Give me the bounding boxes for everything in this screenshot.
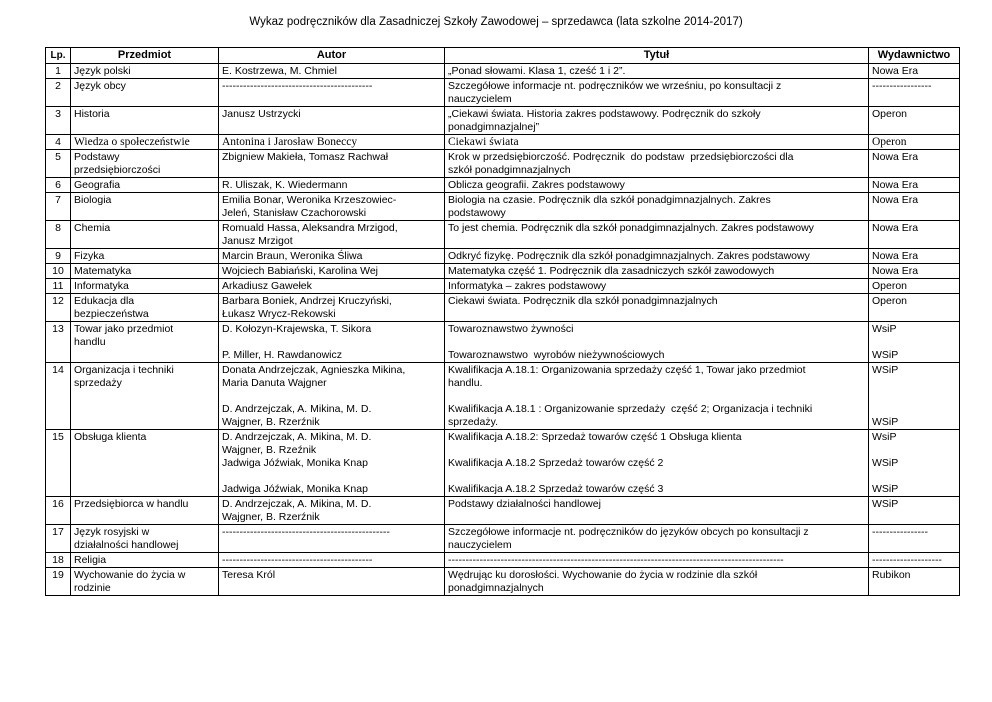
cell-line: handlu. [448,377,483,389]
cell-line: Kwalifikacja A.18.2: Sprzedaż towarów część 1 Obsługa klienta [448,431,742,443]
cell-line: Biologia na czasie. Podręcznik dla szkół ponadgimnazjalnych. Zakres [448,194,771,206]
header-title: Tytuł [445,48,869,64]
cell-lp: 1 [46,64,71,79]
document-title: Wykaz podręczników dla Zasadniczej Szkoły Zawodowej – sprzedawca (lata szkolne 2014-2017) [249,16,743,28]
cell-author [219,178,445,193]
cell-author [219,249,445,264]
cell-line: Ciekawi świata [448,136,519,148]
cell-line [872,336,956,349]
cell-line: Marcin Braun, Weronika Śliwa [222,250,363,262]
cell-line: Język polski [74,65,131,77]
cell-line: Zbigniew Makieła, Tomasz Rachwał [222,151,389,163]
cell-line: WSiP [872,349,899,361]
cell-line: sprzedaży. [448,416,498,428]
cell-line: przedsiębiorczości [74,164,161,176]
cell-line: WSiP [872,498,899,510]
cell-line: -------------------- [872,554,942,566]
cell-author [219,135,445,150]
cell-line: Nowa Era [872,250,919,262]
table-row [46,64,960,79]
table-row [46,107,960,135]
cell-line: Wajgner, B. Rzeźnik [222,444,317,456]
cell-title [445,525,869,553]
table-row [46,264,960,279]
cell-line: Emilia Bonar, Weronika Krzeszowiec- [222,194,397,206]
cell-line: D. Andrzejczak, A. Mikina, M. D. [222,498,372,510]
table-row [46,430,960,497]
table-row [46,568,960,596]
cell-author [219,553,445,568]
table-row [46,294,960,322]
cell-line: WSiP [872,483,899,495]
cell-subject [71,430,219,497]
cell-line: D. Andrzejczak, A. Mikina, M. D. [222,403,372,415]
cell-subject [71,221,219,249]
cell-publisher [869,430,960,497]
cell-publisher [869,322,960,363]
cell-lp: 19 [46,568,71,596]
cell-line: Jadwiga Jóźwiak, Monika Knap [222,483,368,495]
cell-line [222,336,441,349]
table-row [46,79,960,107]
cell-line: ponadgimnazjalnych [448,582,544,594]
cell-publisher [869,150,960,178]
cell-title [445,64,869,79]
cell-line: ------------------------------------------- [222,80,373,92]
cell-line: P. Miller, H. Rawdanowicz [222,349,343,361]
cell-author [219,322,445,363]
cell-line: Wędrując ku dorosłości. Wychowanie do życia w rodzinie dla szkół [448,569,758,581]
table-row [46,193,960,221]
cell-lp: 4 [46,135,71,150]
cell-line: WsiP [872,431,897,443]
cell-publisher [869,294,960,322]
cell-line: bezpieczeństwa [74,308,149,320]
cell-line: Operon [872,280,908,292]
cell-line: Rubikon [872,569,911,581]
table-row [46,497,960,525]
cell-line [448,444,865,457]
cell-publisher [869,193,960,221]
textbook-table [45,47,960,596]
cell-line [872,444,956,457]
cell-subject [71,79,219,107]
cell-subject [71,249,219,264]
cell-subject [71,64,219,79]
cell-lp: 16 [46,497,71,525]
cell-subject [71,322,219,363]
cell-title [445,568,869,596]
cell-title [445,553,869,568]
cell-title [445,322,869,363]
cell-line: Fizyka [74,250,105,262]
cell-lp: 11 [46,279,71,294]
cell-line: Maria Danuta Wajgner [222,377,327,389]
cell-line: Organizacja i techniki [74,364,174,376]
cell-line: Oblicza geografii. Zakres podstawowy [448,179,625,191]
cell-line: działalności handlowej [74,539,179,551]
cell-subject [71,135,219,150]
cell-publisher [869,497,960,525]
cell-line: Matematyka część 1. Podręcznik dla zasadniczych szkół zawodowych [448,265,775,277]
cell-line: nauczycielem [448,93,512,105]
cell-line: Ciekawi świata. Podręcznik dla szkół ponadgimnazjalnych [448,295,718,307]
cell-line: Nowa Era [872,222,919,234]
cell-line: Biologia [74,194,112,206]
cell-subject [71,568,219,596]
cell-subject [71,279,219,294]
cell-line: Operon [872,108,908,120]
cell-line: Chemia [74,222,111,234]
cell-line: Krok w przedsiębiorczość. Podręcznik do podstaw przedsiębiorczości dla [448,151,794,163]
cell-lp: 10 [46,264,71,279]
cell-line: Arkadiusz Gawełek [222,280,312,292]
cell-line: Łukasz Wrycz-Rekowski [222,308,336,320]
cell-lp: 7 [46,193,71,221]
cell-publisher [869,178,960,193]
cell-line: ponadgimnazjalnej” [448,121,540,133]
cell-title [445,107,869,135]
cell-line: Towar jako przedmiot [74,323,174,335]
cell-line: WsiP [872,323,897,335]
cell-line: R. Uliszak, K. Wiedermann [222,179,348,191]
cell-publisher [869,79,960,107]
header-publisher: Wydawnictwo [869,48,960,64]
cell-line: handlu [74,336,106,348]
cell-line [872,377,956,390]
cell-author [219,264,445,279]
table-row [46,249,960,264]
cell-lp: 12 [46,294,71,322]
cell-line: Geografia [74,179,121,191]
cell-lp: 15 [46,430,71,497]
cell-line: Wajgner, B. Rzerźnik [222,416,320,428]
cell-line: Odkryć fizykę. Podręcznik dla szkół ponadgimnazjalnych. Zakres podstawowy [448,250,810,262]
cell-line: Operon [872,136,907,148]
cell-publisher [869,221,960,249]
cell-line: Teresa Król [222,569,276,581]
cell-author [219,193,445,221]
cell-line: Barbara Boniek, Andrzej Kruczyński, [222,295,392,307]
cell-title [445,497,869,525]
cell-publisher [869,64,960,79]
cell-line [448,390,865,403]
table-row [46,150,960,178]
cell-line: Kwalifikacja A.18.1 : Organizowanie sprzedaży część 2; Organizacja i techniki [448,403,813,415]
cell-line: Kwalifikacja A.18.1: Organizowania sprzedaży część 1, Towar jako przedmiot [448,364,806,376]
cell-line: ----------------- [872,80,932,92]
cell-line: Jeleń, Stanisław Czachorowski [222,207,367,219]
cell-line: Matematyka [74,265,132,277]
cell-line [222,470,441,483]
cell-line: podstawowy [448,207,506,219]
cell-line: D. Kołozyn-Krajewska, T. Sikora [222,323,372,335]
cell-line: Przedsiębiorca w handlu [74,498,189,510]
cell-line [872,470,956,483]
cell-line: WSiP [872,457,899,469]
cell-publisher [869,279,960,294]
cell-title [445,279,869,294]
table-row [46,221,960,249]
cell-line: Kwalifikacja A.18.2 Sprzedaż towarów część 3 [448,483,664,495]
cell-line [222,390,441,403]
cell-line [872,390,956,403]
cell-author [219,525,445,553]
cell-title [445,178,869,193]
cell-line: Antonina i Jarosław Boneccy [222,136,358,148]
cell-lp: 13 [46,322,71,363]
cell-line: Podstawy działalności handlowej [448,498,601,510]
cell-line: Kwalifikacja A.18.2 Sprzedaż towarów część 2 [448,457,664,469]
cell-publisher [869,568,960,596]
cell-author [219,279,445,294]
cell-subject [71,150,219,178]
cell-publisher [869,525,960,553]
header-author: Autor [219,48,445,64]
cell-author [219,363,445,430]
cell-subject [71,193,219,221]
cell-lp: 17 [46,525,71,553]
cell-line: Nowa Era [872,65,919,77]
cell-line: D. Andrzejczak, A. Mikina, M. D. [222,431,372,443]
cell-line: Nowa Era [872,194,919,206]
cell-publisher [869,264,960,279]
cell-line: Wojciech Babiański, Karolina Wej [222,265,379,277]
cell-author [219,79,445,107]
cell-line: Informatyka [74,280,129,292]
cell-line: Szczegółowe informacje nt. podręczników we wrześniu, po konsultacji z [448,80,782,92]
cell-line: Język obcy [74,80,126,92]
cell-title [445,363,869,430]
cell-publisher [869,553,960,568]
cell-title [445,264,869,279]
cell-line: Janusz Mrzigot [222,235,293,247]
cell-author [219,107,445,135]
cell-line: szkół ponadgimnazjalnych [448,164,571,176]
cell-line: To jest chemia. Podręcznik dla szkół ponadgimnazjalnych. Zakres podstawowy [448,222,814,234]
cell-subject [71,363,219,430]
cell-title [445,193,869,221]
cell-title [445,221,869,249]
cell-line: ------------------------------------------------ [222,526,390,538]
cell-title [445,135,869,150]
cell-line: Towaroznawstwo wyrobów nieżywnościowych [448,349,665,361]
cell-line: Edukacja dla [74,295,135,307]
cell-author [219,497,445,525]
cell-line: Romuald Hassa, Aleksandra Mrzigod, [222,222,398,234]
cell-line: Wajgner, B. Rzerźnik [222,511,320,523]
cell-line: Nowa Era [872,179,919,191]
cell-line: nauczycielem [448,539,512,551]
cell-line: „Ciekawi świata. Historia zakres podstawowy. Podręcznik do szkoły [448,108,761,120]
cell-line: Operon [872,295,908,307]
cell-lp: 6 [46,178,71,193]
cell-line: rodzinie [74,582,111,594]
cell-line: Religia [74,554,107,566]
cell-line: Nowa Era [872,151,919,163]
cell-line [872,403,956,416]
cell-title [445,79,869,107]
cell-line: ---------------- [872,526,928,538]
cell-line: Historia [74,108,110,120]
cell-lp: 3 [46,107,71,135]
cell-author [219,568,445,596]
cell-line: E. Kostrzewa, M. Chmiel [222,65,337,77]
cell-lp: 2 [46,79,71,107]
cell-lp: 14 [46,363,71,430]
table-row [46,525,960,553]
cell-subject [71,294,219,322]
cell-publisher [869,135,960,150]
cell-line: sprzedaży [74,377,122,389]
cell-publisher [869,249,960,264]
table-row [46,322,960,363]
header-lp: Lp. [46,48,71,64]
cell-author [219,150,445,178]
cell-line: Obsługa klienta [74,431,147,443]
cell-subject [71,264,219,279]
cell-title [445,430,869,497]
cell-author [219,221,445,249]
cell-line [448,336,865,349]
cell-lp: 5 [46,150,71,178]
cell-line: „Ponad słowami. Klasa 1, cześć 1 i 2”. [448,65,626,77]
cell-subject [71,107,219,135]
cell-subject [71,497,219,525]
table-row [46,553,960,568]
cell-title [445,249,869,264]
cell-author [219,64,445,79]
cell-line: Informatyka – zakres podstawowy [448,280,607,292]
cell-line: Wychowanie do życia w [74,569,186,581]
cell-line [448,470,865,483]
table-row [46,178,960,193]
cell-line: WSiP [872,416,899,428]
header-row [46,48,960,64]
cell-line: ------------------------------------------- [222,554,373,566]
cell-subject [71,525,219,553]
table-row [46,363,960,430]
cell-line: Donata Andrzejczak, Agnieszka Mikina, [222,364,406,376]
cell-title [445,294,869,322]
table-row [46,135,960,150]
cell-author [219,294,445,322]
table-body [46,64,960,596]
cell-line: Podstawy [74,151,120,163]
header-subject: Przedmiot [71,48,219,64]
cell-line: Towaroznawstwo żywności [448,323,574,335]
cell-lp: 9 [46,249,71,264]
cell-author [219,430,445,497]
cell-title [445,150,869,178]
cell-publisher [869,107,960,135]
cell-line: Janusz Ustrzycki [222,108,301,120]
table-row [46,279,960,294]
cell-line: ------------------------------------------------------------------------------------------------ [448,554,784,566]
cell-line: Nowa Era [872,265,919,277]
cell-line: Jadwiga Jóźwiak, Monika Knap [222,457,368,469]
cell-line: Język rosyjski w [74,526,150,538]
cell-publisher [869,363,960,430]
cell-line: WSiP [872,364,899,376]
cell-subject [71,178,219,193]
cell-lp: 8 [46,221,71,249]
cell-subject [71,553,219,568]
cell-lp: 18 [46,553,71,568]
cell-line: Szczegółowe informacje nt. podręczników do języków obcych po konsultacji z [448,526,809,538]
cell-line: Wiedza o społeczeństwie [74,136,190,148]
